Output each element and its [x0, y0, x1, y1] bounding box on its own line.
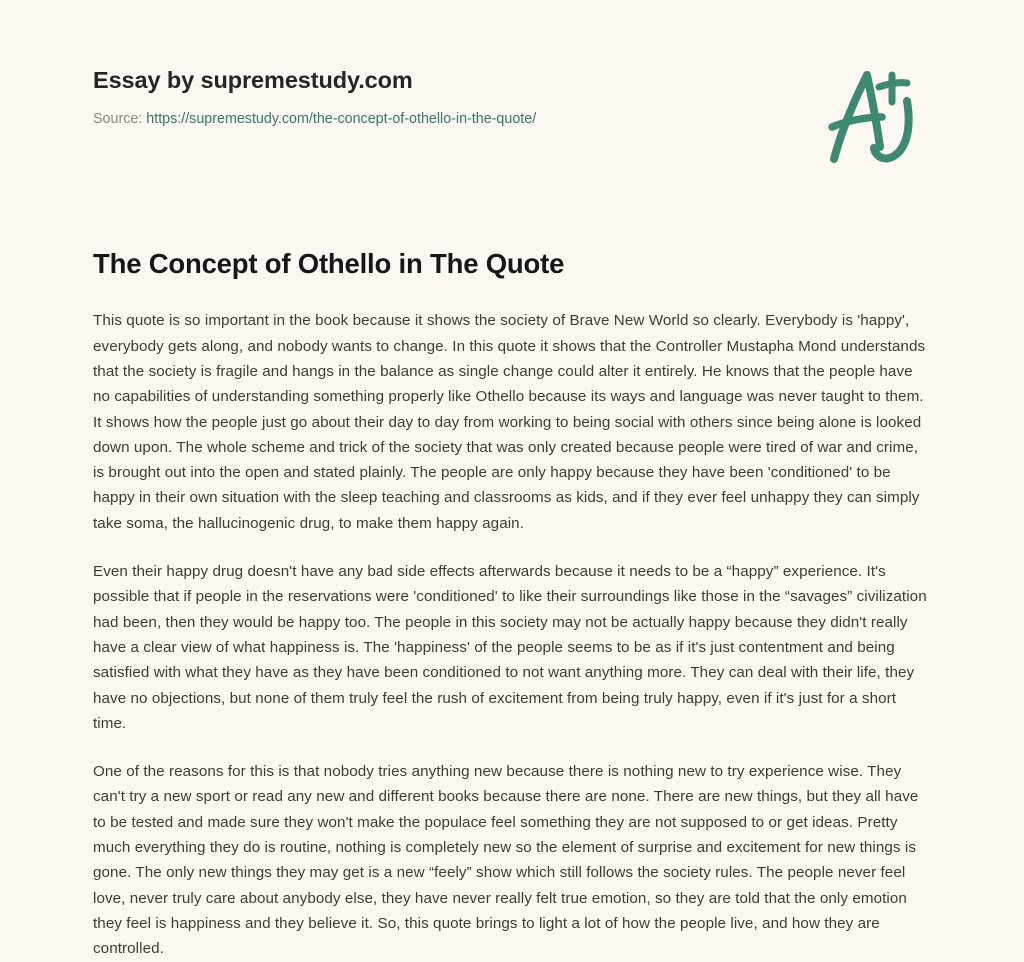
article: [93, 247, 933, 962]
a-plus-logo-icon[interactable]: [812, 55, 922, 175]
source-line: [93, 109, 793, 129]
source-label: Source:: [93, 111, 143, 128]
paragraph: This quote is so important in the book because it shows the society of Brave New World so clearly. Everybody is 'happy', everybody gets along, and nobody wants to change. In this quote it shows that the Controller Mustapha Mond understands that the society is fragile and hangs in the balance as single change could alter it entirely. He knows that the people have no capabilities of understanding something properly like Othello because its ways and language was never taught to them. It shows how the people just go about their day to day from working to being social with others since being alone is looked down upon. The whole scheme and trick of the society that was only created because people were tired of war and crime, is brought out into the open and stated plainly. The people are only happy because they have been 'conditioned' to be happy in their own situation with the sleep teaching and classrooms as kids, and if they ever feel unhappy they can simply take soma, the hallucinogenic drug, to make them happy again.: [93, 312, 926, 532]
article-body: [93, 308, 933, 961]
paragraph: One of the reasons for this is that nobody tries anything new because there is nothing new to try experience wise. They can't try a new sport or read any new and different books because there are none. There are new things, but they all have to be tested and made sure they won't make the populace feel something they are not supposed to or get ideas. Pretty much everything they do is routine, nothing is completely new so the element of surprise and excitement for new things is gone. The only new things they may get is a new “feely” show which still follows the society rules. The people never feel love, never truly care about anybody else, they have never really felt true emotion, so they are told that the only emotion they feel is happiness and they believe it. So, this quote brings to light a lot of how the people live, and how they are controlled.: [93, 763, 919, 958]
page-title: The Concept of Othello in The Quote: [93, 248, 565, 279]
essay-by-heading: Essay by supremestudy.com: [93, 67, 413, 93]
paragraph: Even their happy drug doesn't have any bad side effects afterwards because it needs to be a “happy” experience. It's possible that if people in the reservations were 'conditioned' to like their surroundings like those in the “savages” civilization had been, then they would be happy too. The people in this society may not be actually happy because they didn't really have a clear view of what happiness is. The 'happiness' of the people seems to be as if it's just contentment and being satisfied with what they have as they have been conditioned to not want anything more. They can deal with their life, they have no objections, but none of them truly feel the rush of excitement from being truly happy, even if it's just for a short time.: [93, 563, 927, 732]
page-header: [0, 0, 1024, 200]
brand-block: [93, 66, 793, 129]
a-plus-logo-svg: [812, 55, 922, 175]
source-url-link[interactable]: https://supremestudy.com/the-concept-of-othello-in-the-quote/: [146, 111, 537, 128]
